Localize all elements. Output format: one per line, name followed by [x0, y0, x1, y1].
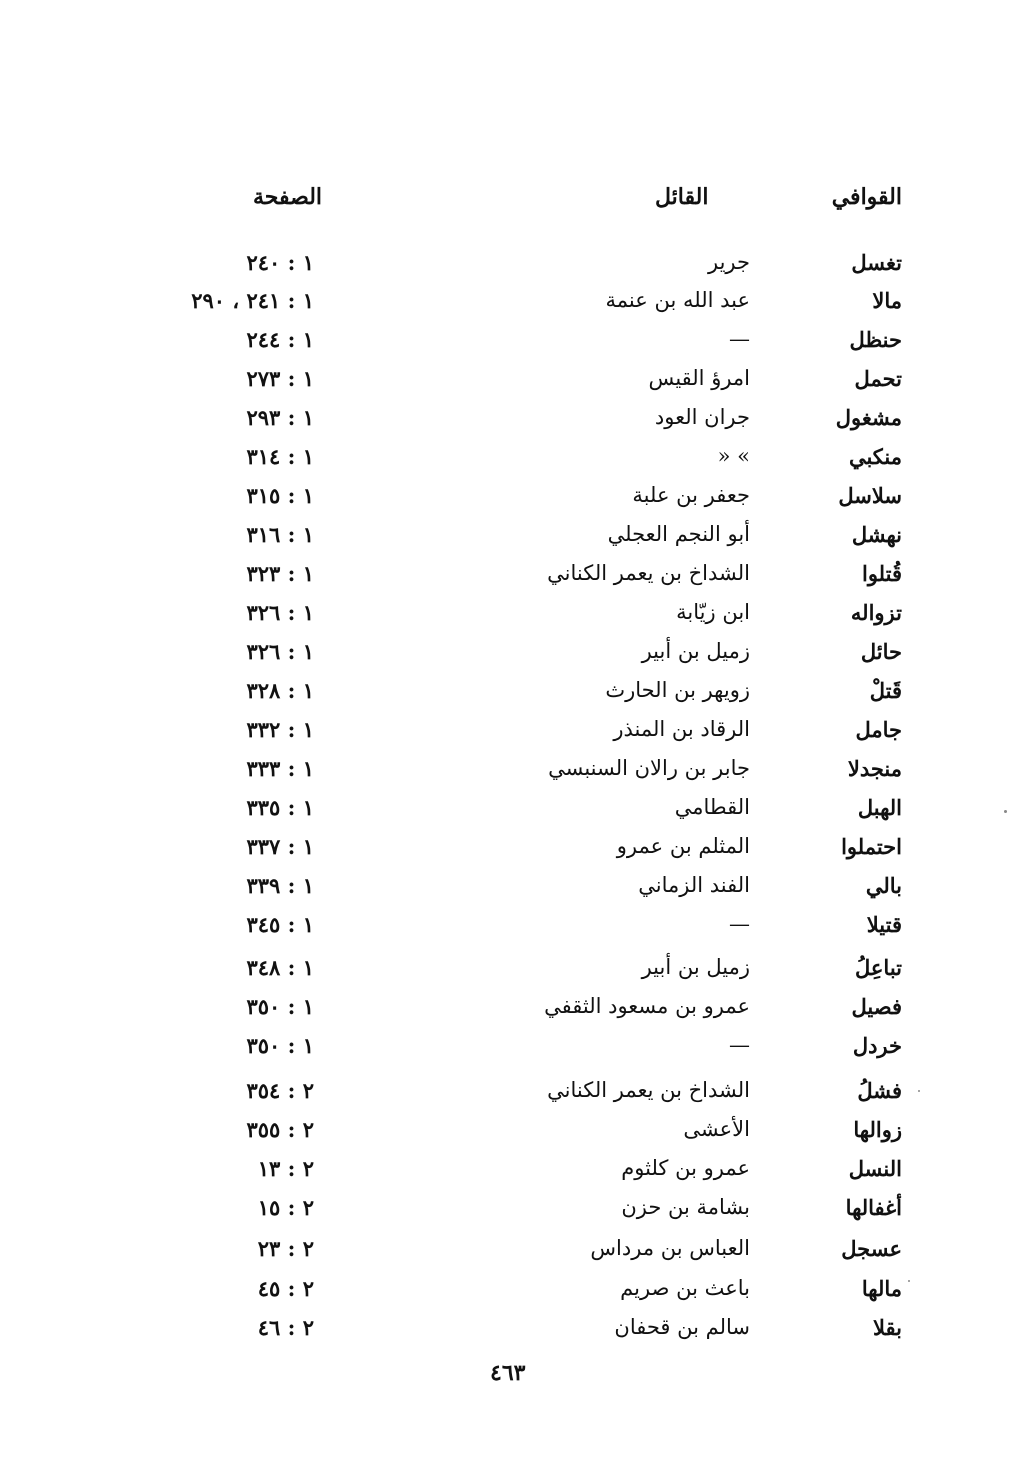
poet-cell: الشداخ بن يعمر الكناني [547, 561, 750, 585]
page-ref-cell: ٢ : ٣٥٥ [246, 1117, 314, 1142]
poet-cell: جعفر بن علبة [632, 483, 750, 507]
page-ref-cell: ١ : ٣٣٣ [246, 756, 314, 781]
page-number: ٤٦٣ [490, 1360, 526, 1386]
table-row [0, 600, 1020, 636]
poet-cell: زميل بن أبير [641, 955, 750, 979]
table-row [0, 1315, 1020, 1351]
poet-cell: العباس بن مرداس [590, 1236, 750, 1260]
column-header-page: الصفحة [253, 184, 323, 210]
table-row [0, 1117, 1020, 1153]
column-header-rhyme: القوافي [831, 184, 902, 210]
table-row [0, 795, 1020, 831]
page-ref-cell: ١ : ٣٢٦ [246, 600, 314, 625]
poet-cell: » « [717, 444, 750, 468]
table-row [0, 1033, 1020, 1069]
table-row [0, 1156, 1020, 1192]
poet-cell: جابر بن رالان السنبسي [548, 756, 750, 780]
poet-cell: أبو النجم العجلي [607, 522, 750, 546]
page-ref-cell: ١ : ٣٣٧ [246, 834, 314, 859]
page-ref-cell: ١ : ٣٣٩ [246, 873, 314, 898]
rhyme-cell: زوالها [853, 1117, 902, 1142]
page-ref-cell: ١ : ٣٢٨ [246, 678, 314, 703]
table-row [0, 955, 1020, 991]
page-ref-cell: ١ : ٣٣٢ [246, 717, 314, 742]
table-row [0, 994, 1020, 1030]
table-row [0, 366, 1020, 402]
rhyme-cell: بقلا [873, 1315, 902, 1340]
rhyme-cell: أغفالها [845, 1195, 902, 1220]
table-row [0, 1195, 1020, 1231]
table-row [0, 1276, 1020, 1312]
scan-speck [1004, 810, 1007, 813]
poet-cell: — [729, 327, 750, 351]
table-row [0, 250, 1020, 286]
page-ref-cell: ١ : ٢٤٠ [246, 250, 314, 275]
rhyme-cell: خردل [852, 1033, 902, 1058]
rhyme-cell: فصيل [851, 994, 902, 1019]
page-ref-cell: ٢ : ٣٥٤ [246, 1078, 314, 1103]
poet-cell: الأعشى [683, 1117, 750, 1141]
rhyme-cell: فشلُ [857, 1078, 902, 1103]
rhyme-cell: جامل [855, 717, 902, 742]
rhyme-cell: تحمل [854, 366, 902, 391]
table-row [0, 873, 1020, 909]
poet-cell: — [729, 912, 750, 936]
table-row [0, 288, 1020, 324]
page-ref-cell: ١ : ٣١٦ [246, 522, 314, 547]
table-row [0, 444, 1020, 480]
poet-cell: عبد الله بن عنمة [605, 288, 750, 312]
poet-cell: القطامي [674, 795, 750, 819]
poet-cell: جرير [708, 250, 750, 274]
poet-cell: — [729, 1033, 750, 1057]
poet-cell: زميل بن أبير [641, 639, 750, 663]
rhyme-cell: تغسل [851, 250, 902, 275]
rhyme-cell: عسجل [841, 1236, 902, 1261]
poet-cell: زويهر بن الحارث [605, 678, 750, 702]
poet-cell: الرقاد بن المنذر [613, 717, 750, 741]
column-header-poet: القائل [655, 184, 709, 210]
page-ref-cell: ٢ : ٢٣ [257, 1236, 314, 1261]
table-row [0, 717, 1020, 753]
page-ref-cell: ٢ : ١٥ [257, 1195, 314, 1220]
rhyme-cell: منجدلا [847, 756, 902, 781]
rhyme-cell: مشغول [835, 405, 902, 430]
table-row [0, 639, 1020, 675]
page-ref-cell: ١ : ٣٣٥ [246, 795, 314, 820]
rhyme-cell: الهبل [857, 795, 902, 820]
page-ref-cell: ١ : ٢٧٣ [246, 366, 314, 391]
rhyme-cell: تباعِلُ [854, 955, 902, 980]
rhyme-cell: مالها [861, 1276, 902, 1301]
rhyme-cell: احتملوا [841, 834, 902, 859]
scan-speck [918, 1090, 920, 1092]
table-row [0, 522, 1020, 558]
rhyme-cell: نهشل [851, 522, 902, 547]
poet-cell: الفند الزماني [638, 873, 750, 897]
table-row [0, 912, 1020, 948]
table-row [0, 483, 1020, 519]
page-ref-cell: ١ : ٣٤٨ [246, 955, 314, 980]
poet-cell: جران العود [654, 405, 750, 429]
table-row [0, 678, 1020, 714]
poet-cell: سالم بن قحفان [614, 1315, 750, 1339]
rhyme-cell: النسل [848, 1156, 902, 1181]
page-ref-cell: ١ : ٣١٥ [246, 483, 314, 508]
table-row [0, 1236, 1020, 1272]
page-ref-cell: ١ : ٣٥٠ [246, 994, 314, 1019]
table-row [0, 405, 1020, 441]
poet-cell: المثلم بن عمرو [616, 834, 750, 858]
table-row [0, 327, 1020, 363]
rhyme-cell: قتيلا [866, 912, 902, 937]
page-ref-cell: ١ : ٢٤٤ [246, 327, 314, 352]
poet-cell: عمرو بن كلثوم [621, 1156, 750, 1180]
page-ref-cell: ٢ : ٤٦ [257, 1315, 314, 1340]
rhyme-cell: حنظل [849, 327, 902, 352]
poet-cell: بشامة بن حزن [621, 1195, 750, 1219]
rhyme-cell: مالا [872, 288, 902, 313]
page-ref-cell: ١ : ٢٩٣ [246, 405, 314, 430]
table-row [0, 1078, 1020, 1114]
rhyme-cell: قُتلوا [861, 561, 902, 586]
rhyme-cell: تزواله [850, 600, 902, 625]
rhyme-cell: بالي [865, 873, 902, 898]
poet-cell: الشداخ بن يعمر الكناني [547, 1078, 750, 1102]
scan-speck [908, 1280, 910, 1282]
poet-cell: امرؤ القيس [648, 366, 750, 390]
poet-cell: عمرو بن مسعود الثقفي [544, 994, 750, 1018]
page-ref-cell: ٢ : ٤٥ [257, 1276, 314, 1301]
poet-cell: ابن زيّابة [676, 600, 750, 624]
page-ref-cell: ١ : ٣٥٠ [246, 1033, 314, 1058]
rhyme-cell: حائل [860, 639, 902, 664]
page-ref-cell: ١ : ٣٤٥ [246, 912, 314, 937]
rhyme-cell: سلاسل [838, 483, 902, 508]
page-ref-cell: ١ : ٣٢٣ [246, 561, 314, 586]
table-row [0, 756, 1020, 792]
rhyme-cell: قَتلْ [869, 678, 902, 703]
page-ref-cell: ١ : ٣١٤ [246, 444, 314, 469]
table-row [0, 834, 1020, 870]
table-row [0, 561, 1020, 597]
page-ref-cell: ٢ : ١٣ [257, 1156, 314, 1181]
page-ref-cell: ١ : ٣٢٦ [246, 639, 314, 664]
rhyme-cell: منكبي [848, 444, 902, 469]
poet-cell: باعث بن صريم [620, 1276, 750, 1300]
page-ref-cell: ١ : ٢٤١ ، ٢٩٠ [191, 288, 314, 313]
